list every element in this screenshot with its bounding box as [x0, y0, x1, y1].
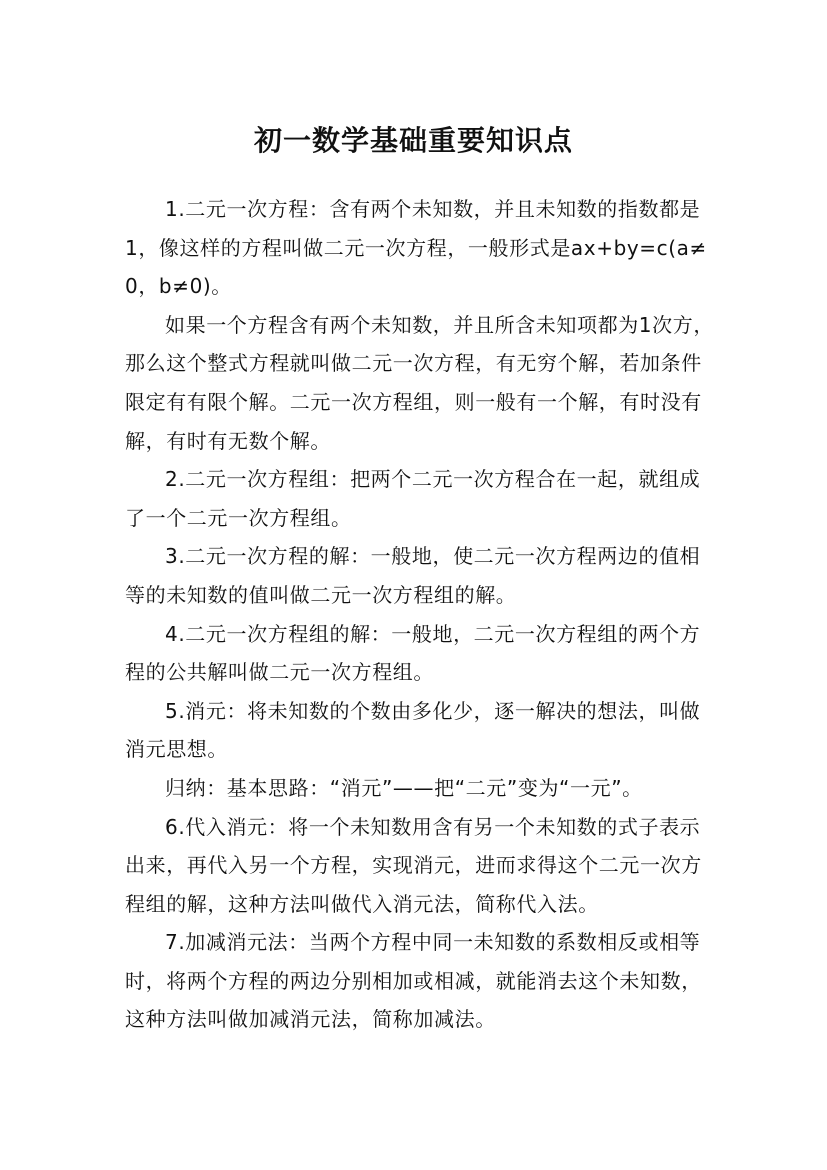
document-title: 初一数学基础重要知识点	[253, 123, 573, 157]
paragraph-7: 归纳：基本思路：“消元”——把“二元”变为“一元”。	[165, 775, 643, 800]
paragraph-6: 5.消元：将未知数的个数由多化少，逐一解决的想法，叫做消元思想。	[125, 698, 701, 762]
document-body	[125, 190, 715, 1039]
paragraph-4: 3.二元一次方程的解：一般地，使二元一次方程两边的值相等的未知数的值叫做二元一次方程组的解。	[125, 544, 701, 607]
paragraph-3: 2.二元一次方程组：把两个二元一次方程合在一起，就组成了一个二元一次方程组。	[125, 467, 701, 530]
paragraph-5: 4.二元一次方程组的解：一般地，二元一次方程组的两个方程的公共解叫做二元一次方程组。	[125, 621, 701, 685]
paragraph-9: 7.加减消元法：当两个方程中同一未知数的系数相反或相等时，将两个方程的两边分别相加或相减，就能消去这个未知数，这种方法叫做加减消元法，简称加减法。	[125, 930, 702, 1032]
paragraph-2: 如果一个方程含有两个未知数，并且所含未知项都为1次方，那么这个整式方程就叫做二元一次方程，有无穷个解，若加条件限定有有限个解。二元一次方程组，则一般有一个解，有时没有解，有时有无数个解。	[125, 312, 714, 453]
paragraph-1: 1.二元一次方程：含有两个未知数，并且未知数的指数都是1，像这样的方程叫做二元一次方程，一般形式是ax+by=c(a≠0，b≠0)。	[125, 197, 707, 299]
paragraph-8: 6.代入消元：将一个未知数用含有另一个未知数的式子表示出来，再代入另一个方程，实现消元，进而求得这个二元一次方程组的解，这种方法叫做代入消元法，简称代入法。	[125, 814, 702, 916]
